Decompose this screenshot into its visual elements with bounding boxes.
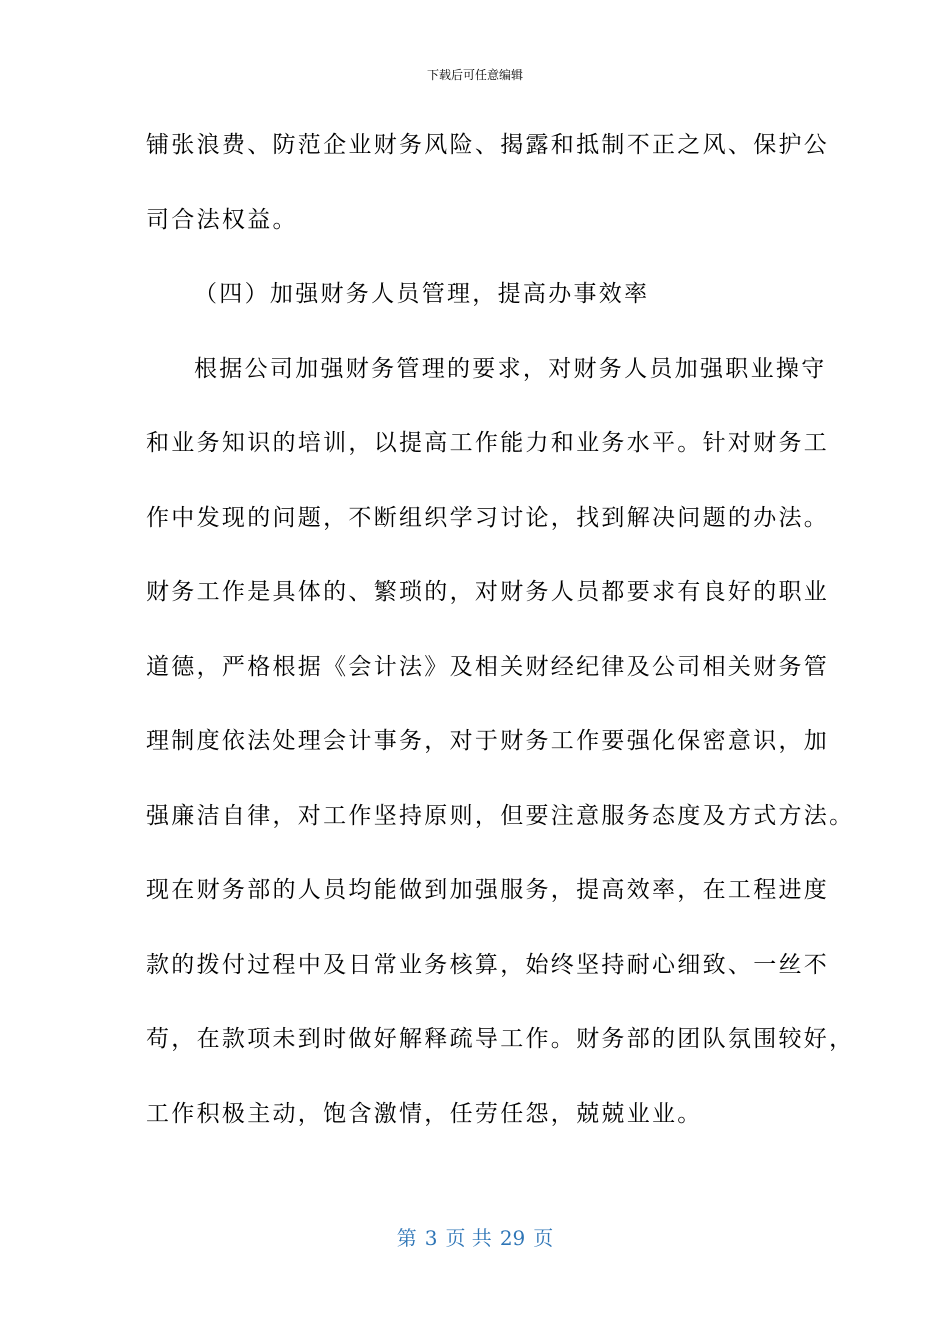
page-footer bbox=[0, 1224, 950, 1252]
body-line: 根据公司加强财务管理的要求，对财务人员加强职业操守 bbox=[194, 355, 827, 382]
section-heading: （四）加强财务人员管理，提高办事效率 bbox=[194, 281, 650, 307]
body-line: 苟，在款项未到时做好解释疏导工作。财务部的团队氛围较好， bbox=[146, 1026, 855, 1052]
body-line: 铺张浪费、防范企业财务风险、揭露和抵制不正之风、保护公 bbox=[146, 132, 830, 158]
body-line: 理制度依法处理会计事务，对于财务工作要强化保密意识，加 bbox=[146, 728, 830, 754]
total-page-count: 29 bbox=[499, 1226, 526, 1250]
body-line: 款的拨付过程中及日常业务核算，始终坚持耐心细致、一丝不 bbox=[146, 951, 830, 978]
body-line: 和业务知识的培训，以提高工作能力和业务水平。针对财务工 bbox=[146, 430, 830, 456]
current-page-number: 3 bbox=[424, 1226, 438, 1250]
footer-suffix: 页 bbox=[533, 1226, 554, 1250]
body-line: 工作积极主动，饱含激情，任劳任怨，兢兢业业。 bbox=[146, 1100, 703, 1127]
footer-middle: 页 共 bbox=[445, 1226, 492, 1250]
body-line: 财务工作是具体的、繁琐的，对财务人员都要求有良好的职业 bbox=[146, 579, 830, 605]
body-line: 现在财务部的人员均能做到加强服务，提高效率，在工程进度 bbox=[146, 877, 830, 903]
body-line: 司合法权益。 bbox=[146, 206, 298, 233]
body-line: 强廉洁自律，对工作坚持原则，但要注意服务态度及方式方法。 bbox=[146, 802, 855, 829]
document-body bbox=[146, 117, 855, 1160]
footer-prefix: 第 bbox=[396, 1226, 417, 1250]
body-line: 作中发现的问题，不断组织学习讨论，找到解决问题的办法。 bbox=[146, 504, 830, 531]
page-header: 下载后可任意编辑 bbox=[426, 68, 523, 82]
body-line: 道德，严格根据《会计法》及相关财经纪律及公司相关财务管 bbox=[146, 653, 830, 680]
